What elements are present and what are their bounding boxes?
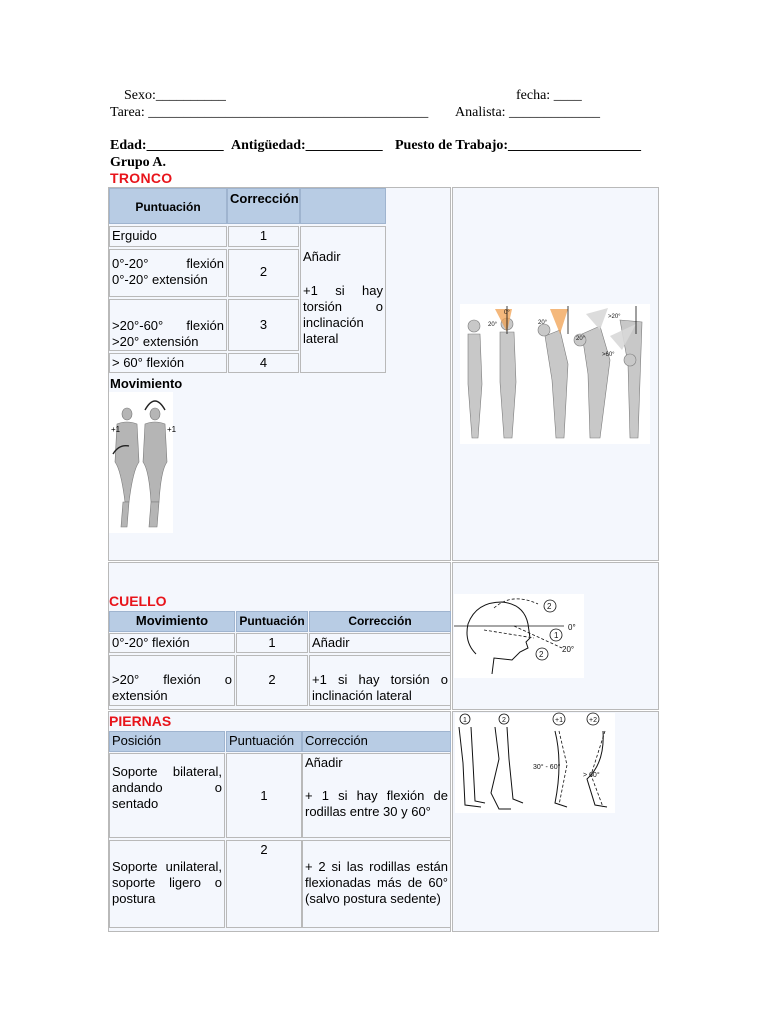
cuello-col-movimiento: Movimiento — [109, 611, 235, 632]
legs-angle-label: > 60° — [583, 772, 600, 779]
cuello-col-correccion: Corrección — [309, 611, 451, 632]
trunk-angle-label: >20° — [608, 314, 621, 320]
legs-circle-label: 1 — [463, 717, 467, 724]
cuello-row-score: 1 — [236, 633, 308, 653]
tarea-field: Tarea: ________________________________________ — [110, 105, 429, 120]
piernas-col-posicion: Posición — [109, 731, 225, 752]
movimiento-label: Movimiento — [110, 376, 183, 391]
neck-angle-label: 20° — [562, 645, 575, 654]
cuello-row-label: 0°-20° flexión — [109, 633, 235, 653]
legs-circle-label: +1 — [555, 717, 563, 724]
tronco-row-score: 3 — [228, 299, 299, 351]
cuello-row-correction: Añadir — [309, 633, 451, 653]
trunk-angle-label: >60° — [602, 352, 615, 358]
puesto-field: Puesto de Trabajo:___________________ — [395, 138, 642, 153]
piernas-row-score: 1 — [226, 753, 302, 838]
legs-circle-label: +2 — [589, 717, 597, 724]
trunk-flexion-image — [460, 304, 650, 444]
piernas-col-puntuacion: Puntuación — [226, 731, 302, 752]
antiguedad-field: Antigüedad:___________ — [231, 138, 383, 153]
cuello-row-score: 2 — [236, 655, 308, 706]
cuello-row-correction: +1 si hay torsión o inclinación lateral — [309, 655, 451, 706]
trunk-angle-label: 20° — [538, 320, 548, 326]
tronco-col-correccion: Corrección — [227, 188, 300, 224]
legs-angle-label: 30° - 60° — [533, 764, 561, 771]
trunk-rotation-image — [109, 392, 177, 533]
tronco-row-label: Erguido — [109, 226, 227, 247]
trunk-angle-label: 20° — [576, 336, 586, 342]
tronco-row-score: 4 — [228, 353, 299, 373]
cuello-row-label: >20° flexión o extensión — [109, 655, 235, 706]
neck-circle-label: 1 — [554, 631, 559, 640]
piernas-row-correction: + 2 si las rodillas están flexionadas más de 60° (salvo postura sedente) — [302, 840, 451, 928]
tronco-row-score: 1 — [228, 226, 299, 247]
tronco-row-score: 2 — [228, 249, 299, 297]
tronco-correction-add: Añadir — [303, 249, 341, 264]
piernas-row-label: Soporte bilateral, andando o sentado — [109, 753, 225, 838]
tronco-row-label: >20°-60° flexión >20° extensión — [109, 299, 227, 351]
trunk-angle-label: 0° — [504, 310, 510, 316]
piernas-row-label: Soporte unilateral, soporte ligero o postura — [109, 840, 225, 928]
trunk-plus-label: +1 — [167, 425, 177, 434]
neck-circle-label: 2 — [539, 650, 544, 659]
tronco-correction — [300, 226, 386, 373]
piernas-row-correction — [302, 753, 451, 838]
tronco-title: TRONCO — [110, 170, 173, 186]
piernas-correction-text: + 1 si hay flexión de rodillas entre 30 y 60° — [305, 788, 448, 819]
cuello-title: CUELLO — [109, 593, 167, 609]
neck-angle-image — [454, 594, 584, 678]
fecha-field: fecha: ____ — [516, 88, 582, 103]
piernas-correction-add: Añadir — [305, 755, 343, 770]
piernas-col-correccion: Corrección — [302, 731, 451, 752]
tronco-col-empty — [300, 188, 386, 224]
sexo-field: Sexo:__________ — [124, 88, 226, 103]
trunk-plus-label: +1 — [111, 425, 121, 434]
tronco-row-label: > 60° flexión — [109, 353, 227, 373]
tronco-row-label: 0°-20° flexión 0°-20° extensión — [109, 249, 227, 297]
trunk-angle-label: 20° — [488, 322, 498, 328]
cuello-col-puntuacion: Puntuación — [236, 611, 308, 632]
edad-field: Edad:___________ — [110, 138, 224, 153]
neck-circle-label: 2 — [547, 602, 552, 611]
analista-field: Analista: _____________ — [455, 105, 601, 120]
legs-circle-label: 2 — [502, 717, 506, 724]
legs-flexion-image — [455, 713, 615, 813]
piernas-title: PIERNAS — [109, 713, 172, 729]
tronco-correction-text: +1 si hay torsión o inclinación lateral — [303, 283, 383, 346]
piernas-row-score: 2 — [226, 840, 302, 928]
neck-angle-label: 0° — [568, 623, 576, 632]
grupo-label: Grupo A. — [110, 155, 167, 170]
tronco-col-puntuacion: Puntuación — [109, 188, 227, 224]
